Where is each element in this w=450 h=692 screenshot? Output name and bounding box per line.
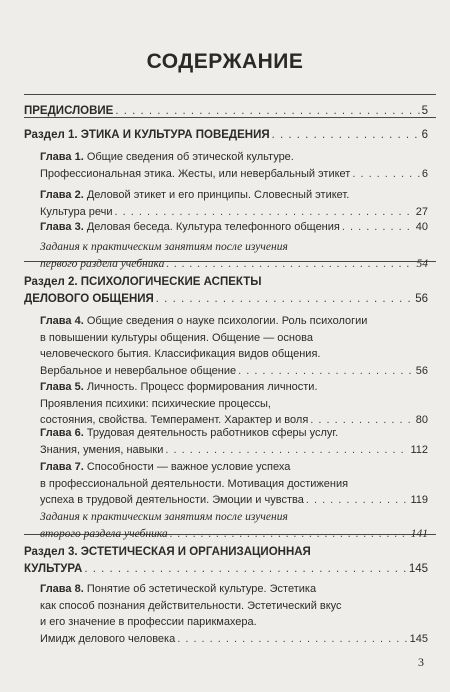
- toc-entry-title: Деловая беседа. Культура телефонного общения: [83, 221, 340, 233]
- toc-entry-text: [40, 220, 340, 234]
- toc-entry-line: [40, 188, 428, 202]
- toc-entry-text: [40, 413, 308, 427]
- toc-entry-text: [24, 292, 154, 306]
- toc-entry-heading: Глава 8.: [40, 583, 84, 595]
- toc-entry-text: [40, 397, 271, 411]
- toc-entry-title: Знания, умения, навыки: [40, 443, 164, 456]
- toc-entry-text: [40, 150, 294, 164]
- toc-entry-text: [40, 347, 320, 361]
- toc-entry-line: [40, 413, 428, 427]
- toc-entry-text: [40, 314, 367, 328]
- toc-entry-line: [40, 510, 428, 524]
- toc-page-number: 5: [421, 105, 428, 117]
- toc-entry-title: первого раздела учебника: [40, 257, 165, 270]
- toc-entry-line: [40, 632, 428, 646]
- toc-entry-line: [40, 240, 428, 254]
- dot-leader: [238, 364, 414, 378]
- page-title: СОДЕРЖАНИЕ: [146, 50, 304, 73]
- toc-entry-text: [24, 275, 261, 289]
- toc-entry-text: [40, 331, 313, 345]
- toc-entry-line: [40, 460, 428, 474]
- toc-entry-title: человеческого бытия. Классификация видов общения.: [40, 348, 321, 360]
- toc-entry-line: [40, 477, 428, 491]
- toc-entry-title: Общие сведения об этической культуре.: [83, 151, 294, 163]
- toc-entry-line: [40, 257, 428, 271]
- toc-entry-line: [40, 167, 428, 181]
- toc-entry-title: Понятие об эстетической культуре. Эстетика: [83, 583, 317, 595]
- toc-entry-title: Культура речи: [40, 205, 113, 218]
- toc-entry-text: [40, 599, 342, 613]
- toc-entry-line: [40, 380, 428, 394]
- toc-entry-title: успеха в трудовой деятельности. Эмоции и чувства: [40, 494, 304, 506]
- toc-entry-heading: Раздел 2. ПСИХОЛОГИЧЕСКИЕ АСПЕКТЫ: [24, 276, 262, 288]
- toc-entry-heading: ДЕЛОВОГО ОБЩЕНИЯ: [24, 292, 154, 305]
- toc-page-number: 40: [415, 221, 428, 233]
- toc-entry-heading: Глава 3.: [40, 221, 84, 233]
- toc-entry-text: [24, 562, 82, 576]
- toc-entry-text: [40, 205, 113, 219]
- dot-leader: [84, 562, 406, 576]
- toc-entry-line: [24, 128, 428, 142]
- toc-entry-text: [40, 364, 236, 378]
- toc-entry-text: [24, 104, 113, 118]
- dot-leader: [306, 493, 409, 507]
- toc-entry-title: Личность. Процесс формирования личности.: [83, 381, 318, 393]
- toc-entry-text: [40, 443, 163, 457]
- toc-page-number: 145: [408, 562, 428, 575]
- toc-entry-title: Деловой этикет и его принципы. Словесный этикет.: [83, 189, 350, 201]
- toc-entry-line: [40, 314, 428, 328]
- dot-leader: [166, 257, 414, 271]
- dot-leader: [115, 205, 414, 219]
- dot-leader: [352, 167, 420, 181]
- toc-entry-line: [40, 527, 428, 541]
- toc-entry-heading: Глава 7.: [40, 461, 84, 473]
- toc-entry-line: [40, 364, 428, 378]
- toc-entry-line: [40, 582, 428, 596]
- toc-entry-line: [40, 220, 428, 234]
- toc-entry-title: как способ познания действительности. Эстетический вкус: [40, 599, 342, 612]
- toc-entry-line: [24, 562, 428, 576]
- toc-page-number: 54: [416, 257, 428, 270]
- toc-entry-text: [24, 128, 270, 142]
- toc-entry-line: [24, 104, 428, 118]
- toc-page-number: 56: [415, 364, 428, 377]
- toc-entry-title: Имидж делового человека: [40, 632, 176, 645]
- toc-entry-line: [24, 292, 428, 306]
- toc-entry-title: в профессиональной деятельности. Мотивация достижения: [40, 477, 349, 490]
- toc-page-number: 56: [415, 292, 428, 305]
- toc-entry-line: [24, 545, 428, 559]
- toc-entry-line: [24, 275, 428, 289]
- toc-entry-line: [40, 347, 428, 361]
- toc-entry-heading: Глава 6.: [40, 427, 84, 439]
- toc-entry-line: [40, 615, 428, 629]
- toc-entry-text: [40, 527, 168, 541]
- toc-entry-heading: КУЛЬТУРА: [24, 562, 83, 575]
- dot-leader: [165, 443, 408, 457]
- toc-page-number: 141: [410, 527, 428, 540]
- toc-entry-text: [40, 615, 257, 629]
- toc-entry-text: [24, 545, 311, 559]
- toc-entry-title: Способности — важное условие успеха: [83, 461, 291, 473]
- toc-page-number: 145: [409, 632, 428, 645]
- toc-entry-text: [40, 582, 316, 596]
- toc-entry-heading: Раздел 1. ЭТИКА И КУЛЬТУРА ПОВЕДЕНИЯ: [24, 129, 270, 141]
- toc-entry-title: второго раздела учебника: [40, 527, 168, 540]
- toc-entry-text: [40, 510, 288, 524]
- toc-entry-text: [40, 460, 290, 474]
- toc-entry-text: [40, 167, 350, 181]
- toc-entry-title: Задания к практическим занятиям после изучения: [40, 241, 288, 253]
- toc-entry-text: [40, 257, 164, 271]
- toc-entry-text: [40, 493, 304, 507]
- toc-entry-title: Вербальное и невербальное общение: [40, 364, 237, 377]
- toc-entry-line: [40, 599, 428, 613]
- toc-entry-heading: Глава 1.: [40, 151, 84, 163]
- toc-entry-line: [40, 150, 428, 164]
- dot-leader: [115, 104, 419, 118]
- toc-entry-line: [40, 443, 428, 457]
- toc-entry-heading: Раздел 3. ЭСТЕТИЧЕСКАЯ И ОРГАНИЗАЦИОННАЯ: [24, 546, 311, 558]
- toc-entry-text: [40, 477, 348, 491]
- toc-entry-title: и его значение в профессии парикмахера.: [40, 616, 257, 628]
- toc-page-number: 119: [410, 494, 428, 506]
- toc-entry-title: Трудовая деятельность работников сферы услуг.: [83, 427, 339, 439]
- toc-entry-heading: Глава 2.: [40, 189, 84, 201]
- toc-entry-heading: ПРЕДИСЛОВИЕ: [24, 105, 114, 117]
- toc-page-number: 80: [415, 414, 428, 426]
- toc-entry-title: Профессиональная этика. Жесты, или невербальный этикет: [40, 167, 351, 180]
- toc-entry-text: [40, 240, 288, 254]
- dot-leader: [342, 220, 414, 234]
- toc-entry-title: состояния, свойства. Темперамент. Характер и воля: [40, 414, 309, 426]
- toc-page-number: 6: [421, 129, 428, 141]
- toc-page-number: 6: [421, 167, 428, 180]
- dot-leader: [310, 413, 413, 427]
- toc-entry-line: [40, 397, 428, 411]
- toc-entry-line: [40, 493, 428, 507]
- dot-leader: [156, 292, 413, 306]
- dot-leader: [272, 128, 420, 142]
- toc-entry-title: Проявления психики: психические процессы,: [40, 397, 271, 410]
- toc-entry-line: [40, 331, 428, 345]
- dot-leader: [170, 527, 409, 541]
- toc-page-number: 27: [415, 205, 428, 218]
- toc-entry-line: [40, 205, 428, 219]
- toc-entry-text: [40, 632, 175, 646]
- toc-page-number: 112: [410, 443, 428, 456]
- section-rule: [24, 94, 436, 95]
- toc-entry-heading: Глава 4.: [40, 315, 84, 327]
- page-number: 3: [418, 655, 424, 669]
- toc-entry-text: [40, 188, 349, 202]
- toc-entry-text: [40, 426, 338, 440]
- toc-entry-title: Задания к практическим занятиям после изучения: [40, 511, 288, 523]
- toc-entry-line: [40, 426, 428, 440]
- toc-entry-heading: Глава 5.: [40, 381, 84, 393]
- toc-entry-title: в повышении культуры общения. Общение — основа: [40, 331, 313, 344]
- dot-leader: [177, 632, 407, 646]
- toc-entry-title: Общие сведения о науке психологии. Роль психологии: [83, 315, 368, 327]
- toc-entry-text: [40, 380, 318, 394]
